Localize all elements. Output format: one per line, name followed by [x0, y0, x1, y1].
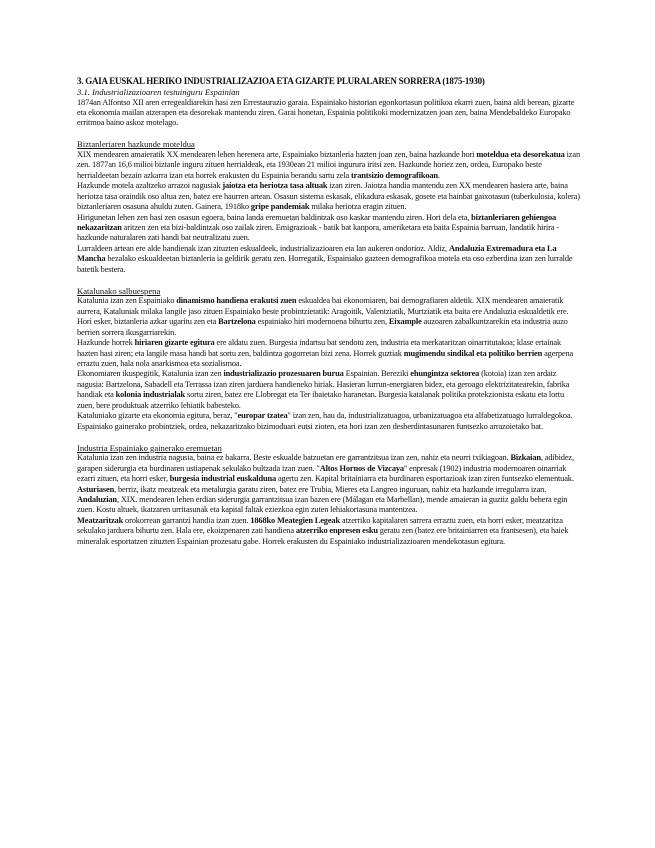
emphasis-text: Andaluzia Extremadura eta La Mancha [77, 243, 557, 264]
emphasis-text: Bartzelona [218, 317, 256, 327]
section-heading: Industria Espainiako gainerako eremuetan [77, 442, 222, 453]
paragraph: Katalunia izan zen Espainiako dinamismo handiena erakutsi zuen eskualdea bai ekonomiaren, bai demografiaren aldetik. XIX mendearen amaieratik aurrera, Kataluniak milaka langile jaso zituen Espainiako beste probintzietatik: Aragoitik, Valentziatik, Murtziatik eta baita ere Andaluzia eskualdetik ere. Hori esker, biztanleria azkar ugaritu zen eta Bartzelona espainiako hiri modernoena bihurtu zen, Eixample auzoaren zabalkuntzarekin eta industria auzo berrien sorrera ikusgarriarekin. [77, 296, 569, 337]
emphasis-text: 1868ko Meategien Legeak [250, 515, 340, 525]
paragraph: Asturiasen, berriz, ikatz meatzeak eta metalurgia garatu ziren, batez ere Trubia, Mieres eta Langreo inguruan, nahiz eta hazkunde irregularra izan. Andaluzian, XIX. mendearen lehen erdian siderurgia garrantzitsua izan bazen ere (Málagan eta Marbellan), mende amaieran ia guztiz galdu behera egin zuen. Kostu altuek, ikatzaren urritasunak eta kapital faltak eziezkoa egin zuten lehiakortasuna mantentzea. [77, 484, 568, 515]
paragraph: Hazkunde horrek hiriaren gizarte egitura ere aldatu zuen. Burgesia indartsu bat sendotu zen, industria eta merkataritzan oinarritutakoa; klase ertainak hazten hasi ziren; eta langile masa handi bat sortu zen, baldintza gogorretan bizi zena. Horrek guztiak mugimendu sindikal eta politiko berrien agerpena erraztu zuen, hala nola anarkismoa eta sozialismoa. [77, 338, 574, 369]
emphasis-text: dinamismo handiena erakutsi zuen [176, 296, 297, 306]
emphasis-text: gripe pandemiak [250, 202, 310, 212]
spacer [77, 129, 580, 140]
paragraph: Ekonomiaren ikuspegitik, Katalunia izan zen industrializazio prozesuaren burua Espainian. Bereziki ehungintza sektorea (kotoia) izan zen ardatz nagusia: Bartzelona, Sabadell eta Terrassa izan ziren jarduera handieneko hiriak. Hasieran lurrun-energiaren bidez, eta geroago elektrizitatearekin, fabrika handiak eta kolonia industrialak sortu ziren, batez ere Llobregat eta Ter ibaietako haranetan. Burgesia katalanak politika protekzionista eskatu eta lortu zuen, bere produktuak atzerriko lehiatik babesteko. [77, 369, 570, 410]
section-catalonia [77, 286, 580, 432]
emphasis-text: atzerriko enpresen esku [295, 526, 378, 536]
emphasis-text: biztanleriaren gehiengoa nekazaritzan [77, 212, 557, 233]
section-industry [77, 443, 580, 548]
emphasis-text: ehungintza sektorea [410, 369, 480, 379]
document-page [77, 76, 580, 547]
paragraph: Lurraldeen artean ere alde handienak izan zituzten eskualdeek, industrializazioaren eta lan aukeren ondorioz. Aldiz, Andaluzia Extremadura eta La Mancha bezalako eskualdeetan biztanleria ia geldirik geratu zen. Horregatik, Espainiako gazteen demografikoa motela eta oso ezberdina izan zen lurralde batetik bestera. [77, 243, 573, 274]
paragraph: Hazkunde motela azaltzeko arrazoi nagusiak jaiotza eta heriotza tasa altuak izan ziren. Jaiotza handia mantendu zen XX mendearen hasiera arte, baina heriotza tasa oraindik oso altua zen, batez ere haurren artean. Osasun sistema eskasak, elikadura eskasak, gosete eta hainbat gaixotasun (tuberkulosia, kolera) biztanleriaren osasuna ahuldu zuten. Gainera, 1918ko gripe pandemiak milaka heriotza eragin zituen. [77, 181, 580, 212]
paragraph: XIX mendearen amaieratik XX mendearen lehen herenera arte, Espainiako biztanleria hazten joan zen, baina hazkunde hori moteldua eta desorekatua izan zen. 1877an 16,6 milioi biztanle inguru zituen herrialdeak, eta 1930ean 21 milioi ingurura iritsi zen. Hazkunde horiez zen, ordea, Europako beste herrialdeetan bezain azkarra izan eta horrek erakusten du Espainia berandu sartu zela trantsizio demografikoan. [77, 149, 580, 180]
emphasis-text: Bizkaian [510, 453, 541, 463]
emphasis-text: jaiotza eta heriotza tasa altuak [222, 181, 328, 191]
intro-paragraph: 1874an Alfontso XII aren erregealdiarekin hasi zen Errestaurazio garaia. Espainiako historian egonkortasun politikoa ekarri zuen, baina aldi berean, gizarte eta ekonomia mailan atzerapen eta desorekak mantendu ziren. Garai honetan, Espainia politikoki modernizatzen joan zen, baina Mendebaldeko Europako erritmoa baino askoz motelago. [77, 97, 575, 128]
emphasis-text: industrializazio prozesuaren burua [223, 369, 344, 379]
section-population [77, 139, 580, 275]
emphasis-text: trantsizio demografikoan [351, 170, 438, 180]
paragraph: Meatzaritzak orokorrean garrantzi handia izan zuen. 1868ko Meategien Legeak atzerriko kapitalaren sarrera erraztu zuen, eta horri esker, meatzaritza sekulako jarduera bihurtu zen. Hala ere, ekoizpenaren zati handiena atzerriko enpresen esku geratu zen (batez ere britainiarren eta frantsesen), eta haiek mineralak esportatzen zituzten Espainian prozesatu gabe. Horrek erakusten du Espainiako industrializazioaren mendekotasun egitura. [77, 515, 569, 546]
section-heading: Katalunako salbuespena [77, 285, 161, 296]
document-subtitle: 3.1. Industrializazioaren testuinguru Espainian [77, 87, 240, 97]
section-heading: Biztanleriaren hazkunde moteldua [77, 139, 195, 150]
emphasis-text: mugimendu sindikal eta politiko berrien [403, 348, 543, 358]
emphasis-text: Meatzaritzak [77, 515, 124, 525]
emphasis-text: hiriaren gizarte egitura [134, 338, 215, 348]
spacer [77, 432, 580, 443]
paragraph: Hirigunetan lehen zen hasi zen osasun egoera, baina landa eremuetan baldintzak oso kaskar mantendu ziren. Hori dela eta, biztanleriaren gehiengoa nekazaritzan aritzen zen eta bizi-baldintzak oso zailak ziren. Emigrazioak - batik bat kanpora, ameriketara eta baita Espainia barruan, landatik hirira - hazkunde naturalaren zati handi bat neutralizatu zuen. [77, 212, 559, 243]
emphasis-text: Andaluzian [77, 495, 117, 504]
emphasis-text: burgesia industrial euskalduna [169, 474, 277, 484]
emphasis-text: Altos Hornos de Vizcaya [319, 463, 404, 473]
paragraph: Katalunia izan zen industria nagusia, baina ez bakarra. Beste eskualde batzuetan ere garrantzitsua izan zen, nahiz eta neurri txikiagoan. Bizkaian, adibidez, garapen siderurgia eta burdinaren ustiapenak sekulako bultzada izan zuen. "Altos Hornos de Vizcaya" enpresak (1902) industria modernoaren oinarriak ezarri zituen, eta horri esker, burgesia industrial euskalduna agertu zen. Kapital britainiarra eta burdinaren esportazioak izan ziren funtsezko elementuak. [77, 453, 574, 484]
document-title: 3. GAIA EUSKAL HERIKO INDUSTRIALIZAZIOA ETA GIZARTE PLURALAREN SORRERA (1875-1930) [77, 76, 485, 86]
emphasis-text: moteldua eta desorekatua [476, 149, 565, 159]
intro-block [77, 98, 580, 129]
emphasis-text: Asturiasen [77, 484, 115, 494]
emphasis-text: europar tzatea [237, 411, 288, 421]
spacer [77, 275, 580, 286]
paragraph: Kataluniako gizarte eta ekonomia egitura, beraz, "europar tzatea" izan zen, hau da, industrializatuagoa, urbanizatuagoa eta alfabetizatuago lurraldegokoa. Espainiako gainerako probintziek, ordea, nekazaritzako bizimoduari eutsi zioten, eta hori izan zen desberdintasunaren funtsezko arrazoietako bat. [77, 411, 573, 431]
emphasis-text: Eixample [388, 317, 422, 327]
emphasis-text: kolonia industrialak [115, 390, 186, 400]
